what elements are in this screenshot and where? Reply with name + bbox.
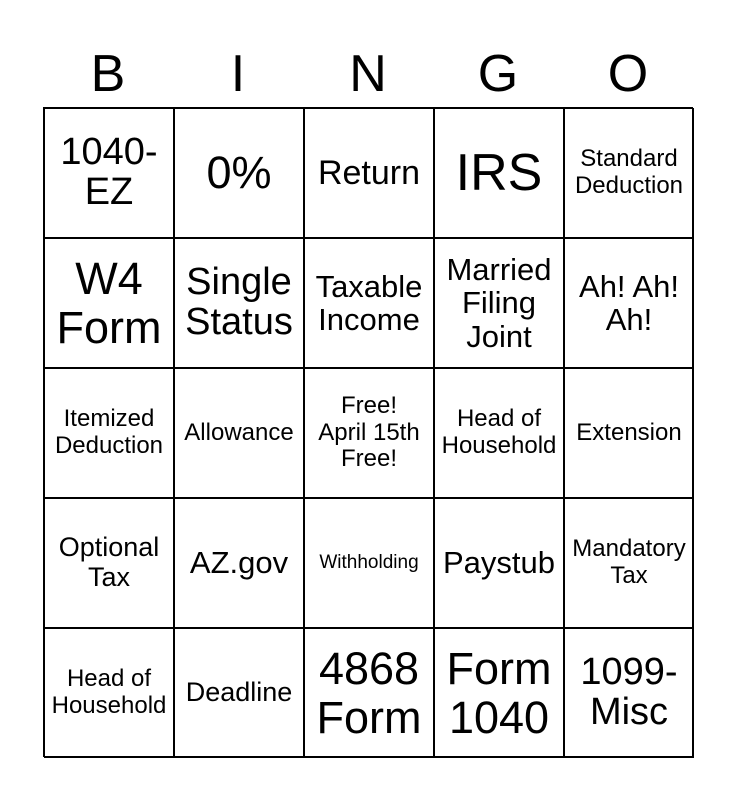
cell-label: 1040- EZ: [60, 131, 158, 213]
bingo-cell[interactable]: [564, 628, 694, 758]
bingo-cell[interactable]: [44, 108, 174, 238]
bingo-cell[interactable]: [304, 108, 434, 238]
cell-label: Deadline: [185, 677, 293, 708]
cell-label: Allowance: [184, 418, 294, 446]
bingo-cell[interactable]: [174, 238, 304, 368]
cell-label: Itemized Deduction: [54, 405, 164, 459]
bingo-cell[interactable]: [174, 108, 304, 238]
bingo-cell[interactable]: [44, 368, 174, 498]
header-letter-o: O: [607, 45, 649, 103]
bingo-board: [43, 107, 693, 757]
bingo-cell[interactable]: [434, 628, 564, 758]
header-letter-b: B: [90, 45, 126, 103]
cell-label: Optional Tax: [58, 532, 160, 592]
bingo-cell[interactable]: [564, 368, 694, 498]
bingo-cell[interactable]: [564, 498, 694, 628]
cell-label: Mandatory Tax: [572, 535, 686, 589]
cell-label: Ah! Ah! Ah!: [579, 268, 679, 337]
bingo-cell[interactable]: [434, 108, 564, 238]
cell-label: Taxable Income: [315, 268, 423, 337]
bingo-cell[interactable]: [434, 498, 564, 628]
cell-label: 4868 Form: [316, 642, 422, 743]
cell-label: AZ.gov: [189, 545, 289, 581]
bingo-cell[interactable]: [174, 628, 304, 758]
bingo-cell[interactable]: [304, 368, 434, 498]
cell-label: 0%: [206, 147, 272, 199]
bingo-cell[interactable]: [304, 628, 434, 758]
cell-label: 1099- Misc: [580, 651, 678, 733]
bingo-header: [43, 40, 693, 108]
bingo-cell[interactable]: [564, 108, 694, 238]
cell-label: Free! April 15th Free!: [318, 391, 420, 473]
bingo-cell[interactable]: [304, 238, 434, 368]
bingo-cell[interactable]: [44, 628, 174, 758]
cell-label: W4 Form: [56, 252, 162, 353]
bingo-cell[interactable]: [174, 368, 304, 498]
header-letter-n: N: [349, 45, 387, 103]
bingo-cell[interactable]: [44, 238, 174, 368]
bingo-cell[interactable]: [304, 498, 434, 628]
cell-label: Married Filing Joint: [446, 252, 552, 354]
cell-label: Form 1040: [446, 642, 552, 743]
bingo-cell[interactable]: [434, 368, 564, 498]
cell-label: IRS: [455, 144, 543, 202]
bingo-cell[interactable]: [564, 238, 694, 368]
cell-label: Extension: [576, 418, 682, 446]
header-letter-i: I: [230, 45, 246, 103]
bingo-cell[interactable]: [174, 498, 304, 628]
cell-label: Paystub: [442, 545, 555, 581]
header-letter-g: G: [477, 45, 519, 103]
cell-label: Standard Deduction: [574, 145, 684, 199]
cell-label: Head of Household: [51, 665, 167, 719]
cell-label: Withholding: [319, 552, 419, 574]
bingo-cell[interactable]: [44, 498, 174, 628]
bingo-cell[interactable]: [434, 238, 564, 368]
cell-label: Single Status: [185, 261, 293, 343]
cell-label: Head of Household: [441, 405, 557, 459]
cell-label: Return: [317, 154, 421, 192]
